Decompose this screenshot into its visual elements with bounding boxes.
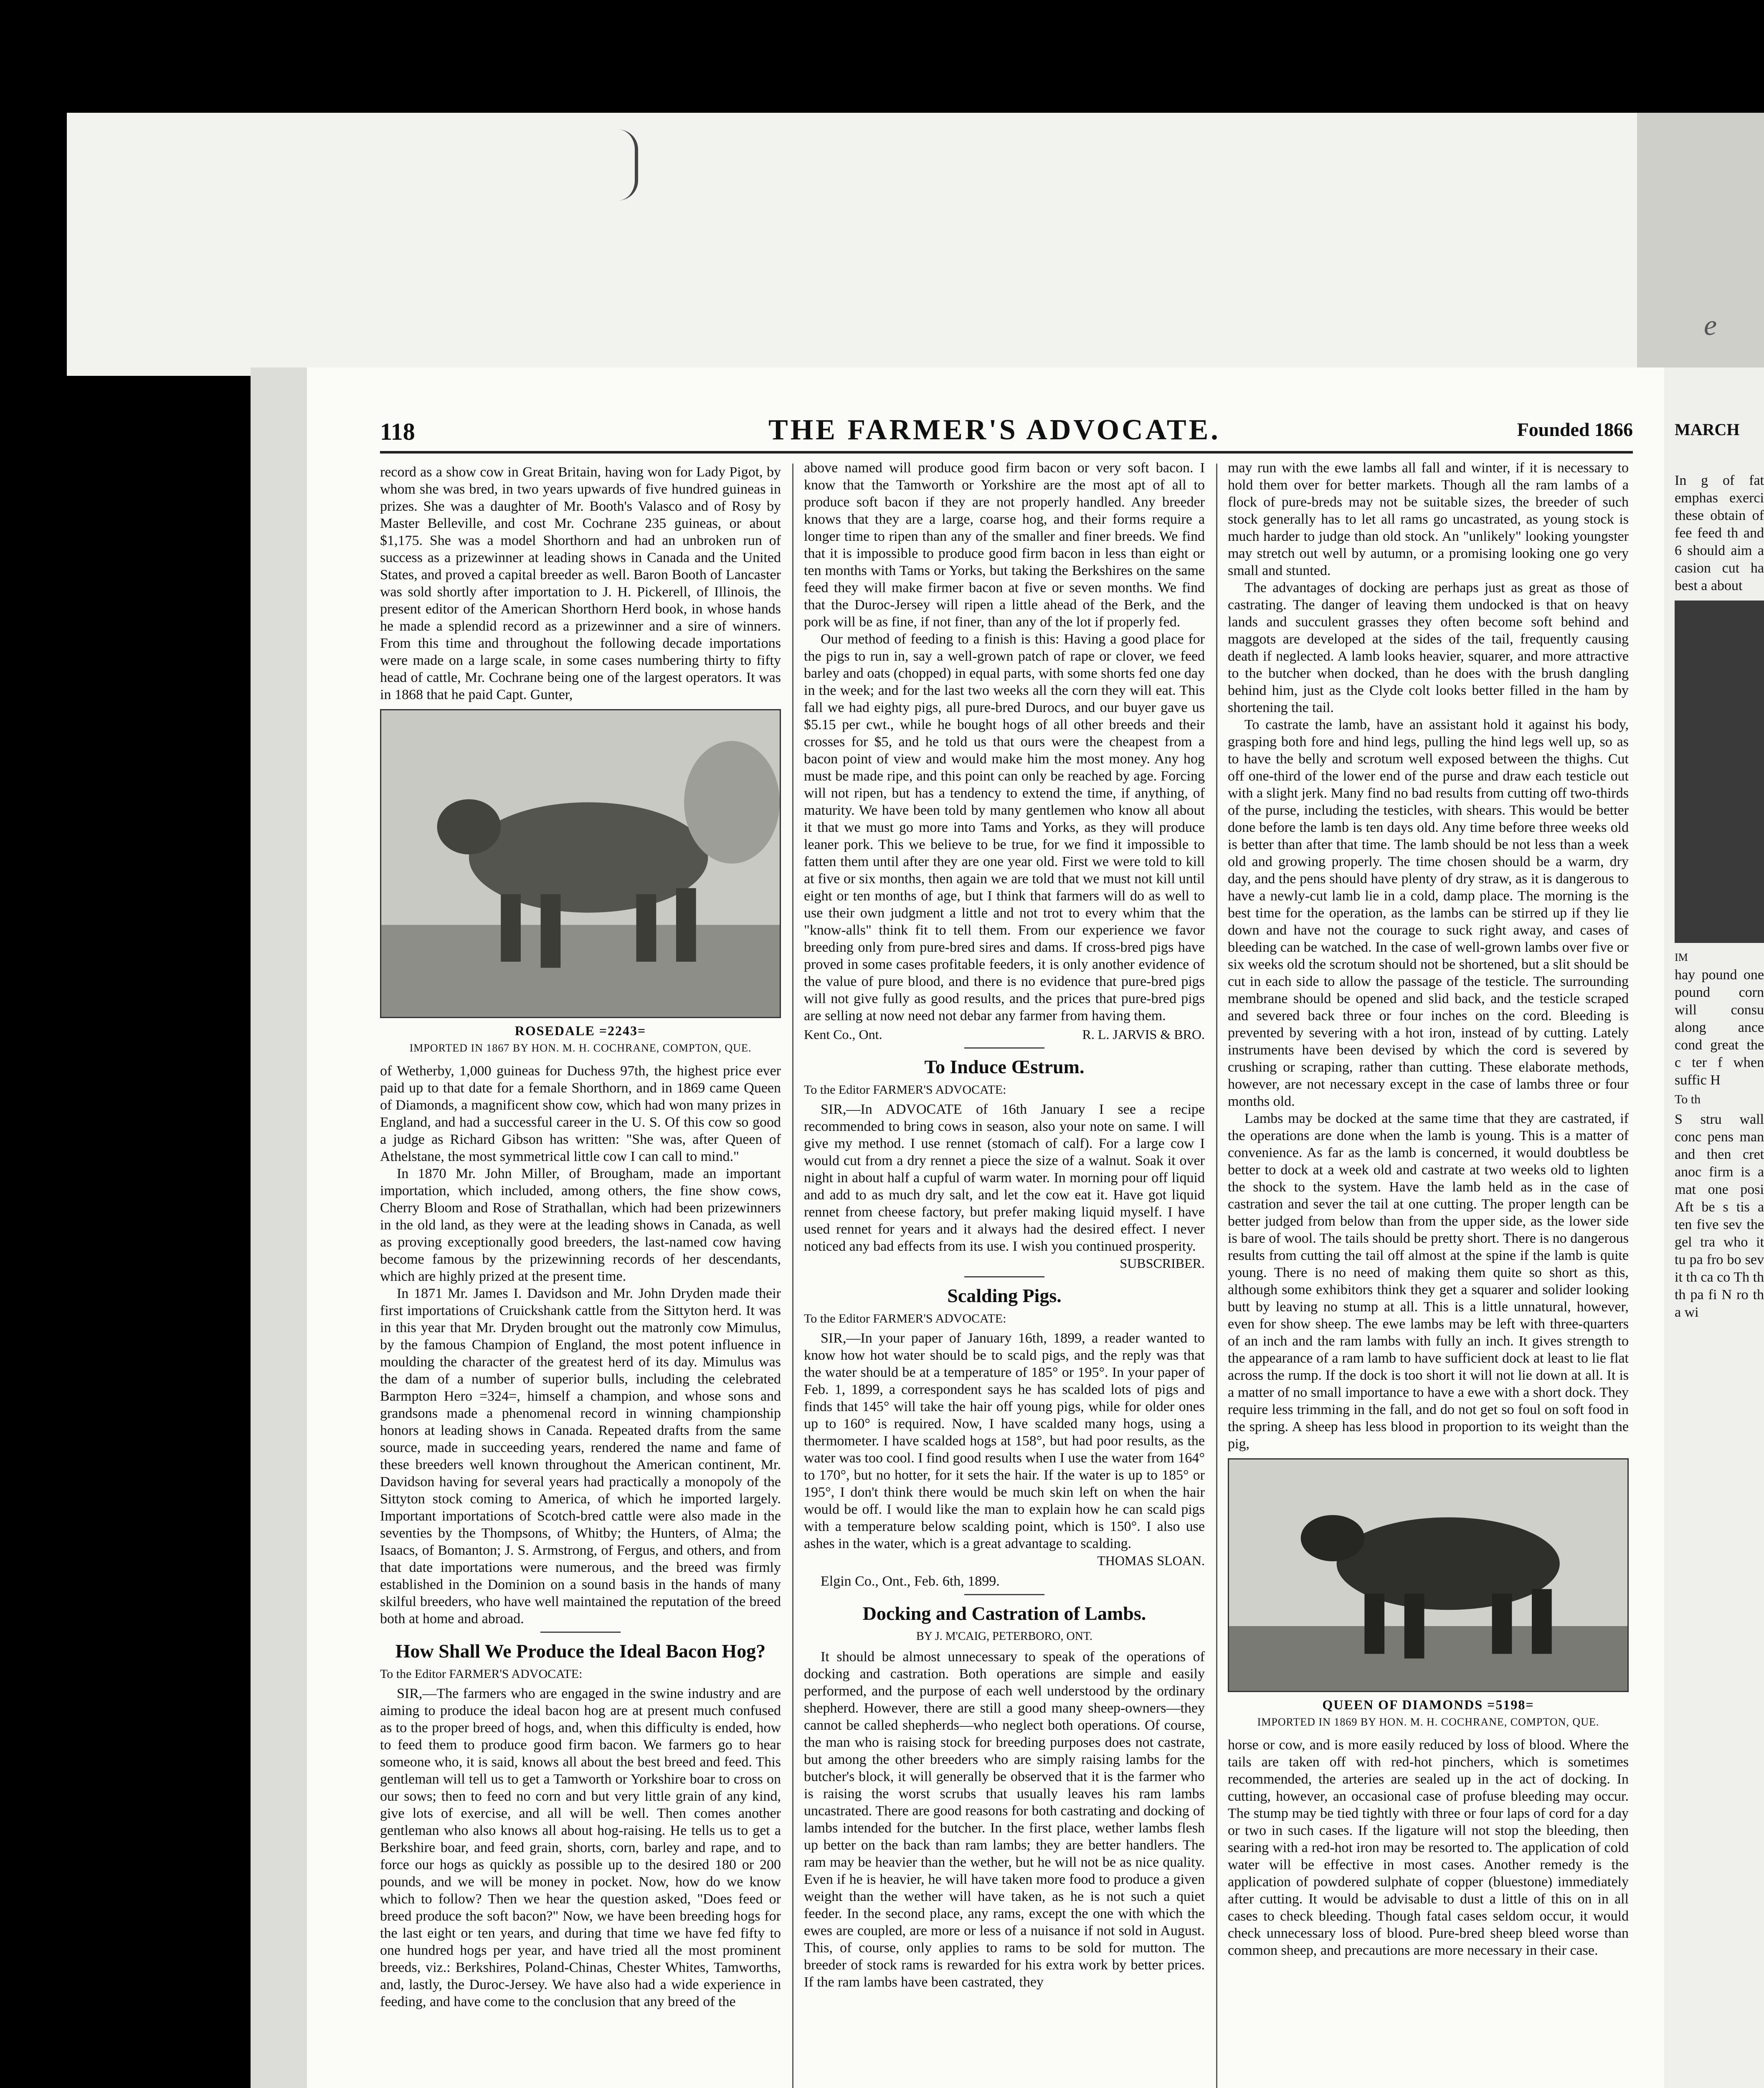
column-4-facing bbox=[1675, 472, 1764, 1321]
salutation: To the Editor FARMER'S ADVOCATE: bbox=[804, 1312, 1006, 1325]
column-3 bbox=[1228, 459, 1629, 1959]
engraving-queen-of-diamonds bbox=[1228, 1458, 1629, 1692]
cow-illustration-icon bbox=[1229, 1460, 1627, 1691]
figure-title: ROSEDALE =2243= bbox=[514, 1023, 646, 1038]
article-heading: How Shall We Produce the Ideal Bacon Hog? bbox=[395, 1640, 766, 1662]
column-1 bbox=[380, 464, 781, 2010]
article-heading: Scalding Pigs. bbox=[947, 1285, 1062, 1306]
figure-caption: IMPORTED IN 1867 BY HON. M. H. COCHRANE, COMPTON, QUE. bbox=[409, 1042, 752, 1054]
figure-caption: IMPORTED IN 1869 BY HON. M. H. COCHRANE, COMPTON, QUE. bbox=[1257, 1716, 1599, 1728]
paragraph: of Wetherby, 1,000 guineas for Duchess 97th, the highest price ever paid up to that date for a female Shorthorn, and in 1869 came Queen of Diamonds, a magnificent show cow, which had won many prizes in England, and had a successful career in the U. S. Of this cow so good a judge as Richard Gibson has written: "She was, after Queen of Athelstane, the most symmetrical little cow I can call to mind." bbox=[380, 1063, 781, 1164]
paragraph: To castrate the lamb, have an assistant hold it against his body, grasping both fore and hind legs, pulling the hind legs well up, so as to have the belly and scrotum well exposed between the thighs. Cut off one-third of the lower end of the purse and draw each testicle out with a slight jerk. Many find no bad results from cutting off two-thirds of the purse, including the testicles, with shears. This would be better done before the lamb is ten days old. Any time before three weeks old is better than after that time. The lamb should be not less than a week old and growing properly. The time chosen should be a warm, dry day, and the pens should have plenty of dry straw, as it is dangerous to have a newly-cut lamb lie in a cold, damp place. The morning is the best time for the operation, as the lambs can be stirred up if they lie down and have not the courage to suck right away, and cases of bleeding can be watched. In the case of well-grown lambs over five or six weeks old the scrotum should not be shortened, but a slit should be cut in each side to allow the passage of the testicle. The surrounding membrane should be opened and slid back, and the testicle scraped and severed back three or four inches on the cord. Bleeding is prevented by severing with a hot iron, instead of by cutting. Lately instruments have been devised by which the cord is severed by crushing or scraping, rather than cutting. These elaborate methods, however, are not necessary except in the case of lambs three or four months old. bbox=[1228, 717, 1629, 1109]
paragraph: It should be almost unnecessary to speak of the operations of docking and castration. Both operations are simple and easily performed, and the purpose of each well understood by the ordinary shepherd. However, there are still a good many sheep-owners—they cannot be called shepherds—who neglect both operations. Of course, the man who is raising stock for breeding purposes does not castrate, but among the other breeders who are simply raising lambs for the butcher's block, it will generally be observed that it is the farmer who is raising the worst scrubs that usually leaves his ram lambs uncastrated. There are good reasons for both castrating and docking of lambs intended for the butcher. In the first place, wether lambs flesh up better on the back than ram lambs; they are better handlers. The ram may be heavier than the wether, but he will not be as nice quality. Even if he is heavier, he will have taken more food to produce a given weight than the wether will have taken, as he is not such a quiet feeder. In the second place, any rams, except the one with which the ewes are coupled, are more or less of a nuisance if not sold in August. This, of course, only applies to rams to be sold for mutton. The breeder of stock rams is rewarded for his extra work by better prices. If the ram lambs have been castrated, they bbox=[804, 1649, 1205, 1990]
paragraph: SIR,—In ADVOCATE of 16th January I see a recipe recommended to bring cows in season, also your note on same. I will give my method. I use rennet (stomach of calf). For a large cow I would cut from a dry rennet a piece the size of a walnut. Soak it over night in about half a cupful of warm water. In morning pour off liquid and add to as much dry salt, and let the cow eat it. Have got liquid rennet from cheese factory, but prefer making liquid myself. I have used rennet for years and it always had the desired effect. I never noticed any bad effects from its use. I wish you continued prosperity. bbox=[804, 1102, 1205, 1254]
facing-page-head: MARCH bbox=[1675, 420, 1740, 439]
paragraph-fragment: hay pound one pound corn will consu along ance cond great the c ter f when suffic H bbox=[1675, 967, 1764, 1088]
paragraph-fragment: S stru wall conc pens man and then cret anoc firm is a mat one posi Aft be s tis a ten five sev the gel tra who it tu pa fro bo sev it th ca co Th th th pa fi N ro th a wi bbox=[1675, 1112, 1764, 1320]
paragraph: SIR,—The farmers who are engaged in the swine industry and are aiming to produce the ideal bacon hog are at present much confused as to the proper breed of hogs, and, when this difficulty is ended, how to feed them to produce good firm bacon. We farmers go to hear someone who, it is said, knows all about the best breed and feed. This gentleman will tell us to get a Tamworth or Yorkshire boar to cross on our sows; then to feed no corn and but very little grain of any kind, give lots of exercise, and all will be well. Then comes another gentleman who also knows all about hog-raising. He tells us to get a Berkshire boar, and feed grain, shorts, corn, barley and rape, and to force our hogs as quickly as possible up to the desired 180 or 200 pounds, and we will be money in pocket. Now, how do we know which to follow? Then we hear the question asked, "Does feed or breed produce the soft bacon?" Now, we have been breeding hogs for the last eight or ten years, and during that time we have fed fifty to one hundred hogs per year, and have tried all the most prominent breeds, viz.: Berkshires, Poland-Chinas, Chester Whites, Tamworths, and, lastly, the Duroc-Jersey. We have also had a wide experience in feeding, and have come to the conclusion that any breed of the bbox=[380, 1686, 781, 2009]
separator bbox=[540, 1632, 621, 1633]
paragraph: horse or cow, and is more easily reduced by loss of blood. Where the tails are taken off with red-hot pinchers, which is sometimes recommended, the arteries are sealed up in the act of docking. In cutting, however, an occasional case of profuse bleeding may occur. The stump may be tied tightly with three or four laps of cord for a day or two in such cases. If the ligature will not stop the bleeding, then searing with a red-hot iron may be resorted to. The application of cold water will be effective in most cases. Another remedy is the application of powdered sulphate of copper (bluestone) immediately after cutting. It would be advisable to dust a little of this on in all cases to check bleeding. Though fatal cases seldom occur, it would check unnecessary loss of blood. Pure-bred sheep bleed worse than common sheep, and precautions are more necessary in their case. bbox=[1228, 1737, 1629, 1958]
cow-illustration-icon bbox=[381, 710, 780, 1017]
paragraph: In 1871 Mr. James I. Davidson and Mr. John Dryden made their first importations of Cruickshank cattle from the Sittyton herd. It was in this year that Mr. Dryden brought out the matronly cow Mimulus, by the famous Champion of England, the most potent influence in moulding the character of the greatest herd of its day. Mimulus was the dam of a number of superior bulls, including the celebrated Barmpton Hero =324=, himself a champion, and whose sons and grandsons made a phenomenal record in winning championship honors at leading shows in Canada. Repeated drafts from the same source, made in succeeding years, rendered the name and fame of these breeders well known throughout the American continent, Mr. Davidson having for several years had practically a monopoly of the Sittyton stock coming to America, of which he imported largely. Important importations of Scotch-bred cattle were also made in the seventies by the Thompsons, of Whitby; the Hunters, of Alma; the Isaacs, of Bomanton; J. S. Armstrong, of Fergus, and others, and from that date importations were numerous, and the breed was firmly established in the Dominion on a sound basis in the hands of many skilful breeders, who have well maintained the reputation of the breed both at home and abroad. bbox=[380, 1286, 781, 1627]
column-rule bbox=[1216, 464, 1217, 2088]
page-gutter-shadow bbox=[251, 367, 309, 2088]
paragraph: may run with the ewe lambs all fall and winter, if it is necessary to hold them over for better markets. Though all the ram lambs of a flock of pure-breds may not be suitable sizes, the breeder of such stock generally has to let all rams go uncastrated, as young stock is much harder to judge than old stock. An "unlikely" looking youngster may stretch out well by autumn, or a promising looking one go very small and stunted. bbox=[1228, 460, 1629, 578]
figure-caption-fragment: IM bbox=[1675, 951, 1688, 963]
figure-title: QUEEN OF DIAMONDS =5198= bbox=[1322, 1697, 1534, 1712]
signature bbox=[804, 1026, 1205, 1043]
paragraph: record as a show cow in Great Britain, having won for Lady Pigot, by whom she was bred, in two years upwards of five hundred guineas in prizes. She was a daughter of Mr. Booth's Valasco and of Rosy by Master Belleville, and cost Mr. Cochrane 235 guineas, or about $1,175. She was a model Shorthorn and had an unbroken run of success as a prizewinner at leading shows in Canada and the United States, and proved a capital breeder as well. Baron Booth of Lancaster was sold shortly after importation to J. H. Pickerell, of Illinois, the present editor of the American Shorthorn Herd book, in whose hands he made a splendid record as a prizewinner and a sire of winners. From this time and throughout the following decade importations were made on a large scale, in some cases numbering thirty to fifty head of cattle, Mr. Cochrane being one of the largest operators. It was in 1868 that he paid Capt. Gunter, bbox=[380, 464, 781, 702]
signature-name: R. L. JARVIS & BRO. bbox=[1082, 1027, 1205, 1042]
signature-name: THOMAS SLOAN. bbox=[1097, 1553, 1205, 1568]
paragraph-fragment: In g of fat emphas exerci these obtain of fee feed th and 6 should aim a casion cut ha best a about bbox=[1675, 473, 1764, 593]
paragraph: In 1870 Mr. John Miller, of Brougham, made an important importation, which included, among others, the fine show cows, Cherry Bloom and Rose of Strathallan, which had been prizewinners in the old land, as they were at the leading shows in Canada, as well as proving exceptionally good breeders, the last-named cow having become famous by the prizewinning records of her descendants, which are highly prized at the present time. bbox=[380, 1166, 781, 1284]
separator bbox=[964, 1047, 1044, 1049]
paragraph: Lambs may be docked at the same time that they are castrated, if the operations are done when the lamb is young. This is a matter of convenience. As far as the lamb is concerned, it would doubtless be better to dock at a week old and castrate at two weeks old to lighten the shock to the system. Have the lamb held as in the case of castration and sever the tail at one cutting. The proper length can be better judged from below than from the upper side, as the lower side is bare of wool. The tails should be pretty short. There is no dangerous results from cutting the tail off almost at the spine if the lamb is quite young. There is no need of making them quite so short as this, although some exhibitors think they get a squarer and solider looking butt by leaving no stump at all. This is a little unnatural, however, even for show sheep. The ewe lambs may be left with three-quarters of an inch and the ram lambs with fully an inch. It gives strength to the appearance of a ram lamb to have sufficient dock at least to lie flat across the rump. If the dock is too short it will not lie down at all. It is a matter of no small importance to have a ewe with a short dock. They require less trimming in the fall, and do not get so foul on soft food in the spring. A sheep has less blood in proportion to its weight than the pig, bbox=[1228, 1111, 1629, 1452]
separator bbox=[964, 1276, 1044, 1277]
page-number: 118 bbox=[380, 418, 415, 445]
founded-note: Founded 1866 bbox=[1517, 419, 1633, 440]
salutation: To the Editor FARMER'S ADVOCATE: bbox=[380, 1667, 583, 1681]
scan-shadow bbox=[1637, 113, 1764, 376]
scan-background bbox=[67, 113, 1764, 376]
pencil-mark bbox=[618, 129, 638, 200]
salutation: To the Editor FARMER'S ADVOCATE: bbox=[804, 1083, 1006, 1097]
paragraph: The advantages of docking are perhaps just as great as those of castrating. The danger of leaving them undocked is that on heavy lands and succulent grasses they often become soft behind and maggots are developed at the sides of the tail, frequently causing death if neglected. A lamb looks heavier, squarer, and more attractive to the butcher when docked, than he does with the brush dangling behind him, just as the Clyde colt looks better filled in the ham by shortening the tail. bbox=[1228, 580, 1629, 715]
separator bbox=[964, 1594, 1044, 1595]
engraving-rosedale bbox=[380, 709, 781, 1018]
signature-place: Elgin Co., Ont., Feb. 6th, 1899. bbox=[821, 1574, 1000, 1589]
facing-engraving bbox=[1675, 601, 1764, 943]
article-heading: To Induce Œstrum. bbox=[924, 1056, 1085, 1077]
signature-place: Kent Co., Ont. bbox=[804, 1027, 882, 1042]
column-2 bbox=[804, 459, 1205, 1991]
salutation-fragment: To th bbox=[1675, 1092, 1701, 1106]
byline: BY J. M'CAIG, PETERBORO, ONT. bbox=[916, 1630, 1092, 1643]
masthead-title: THE FARMER'S ADVOCATE. bbox=[768, 414, 1221, 446]
paragraph: Our method of feeding to a finish is this: Having a good place for the pigs to run in, say a well-grown patch of rape or clover, we feed barley and oats (chopped) in equal parts, with some shorts fed one day in the week; and for the last two weeks all the corn they will eat. This fall we had eighty pigs, all pure-bred Durocs, and our buyer gave us $5.15 per cwt., while he bought hogs of all other breeds and their crosses for $5, and he told us that ours were the cheapest from a bacon point of view and would make him the most money. Any hog must be made ripe, and this point can only be reached by age. Forcing will not ripen, but has a tendency to extend the time, if anything, of maturity. We have been told by many gentlemen who know all about it that we must go more into Tams and Yorks, as they will produce leaner pork. This we believe to be true, for we find it impossible to fatten them until after they are one year old. First we were told to kill at five or six months, then again we are told that we must not kill until eight or ten months of age, but I think that farmers will do as well to use their own judgment a little and not trot to every whim that the "know-alls" think fit to tell them. From our experience we favor breeding only from pure-bred sires and dams. If cross-bred pigs have proved in some cases profitable feeders, it is only another evidence of the value of pure blood, and there is no evidence that pure-bred pigs will not give fully as good results, and the prices that pure-bred pigs are selling at now need not debar any farmer from having them. bbox=[804, 631, 1205, 1024]
masthead bbox=[380, 413, 1633, 451]
signature-name: SUBSCRIBER. bbox=[1120, 1256, 1205, 1271]
article-heading: Docking and Castration of Lambs. bbox=[862, 1603, 1146, 1624]
masthead-rule bbox=[380, 451, 1633, 454]
column-rule bbox=[792, 464, 793, 2088]
paragraph: SIR,—In your paper of January 16th, 1899, a reader wanted to know how hot water should be to scald pigs, and the reply was that the water should be at a temperature of 185° or 195°. In your paper of Feb. 1, 1899, a correspondent says he has scalded lots of pigs and finds that 145° will take the hair off young pigs, while for older ones up to 160° is required. Now, I have scalded many hogs, using a thermometer. I have scalded hogs at 158°, but had poor results, as the water was too cool. I find good results when I use the water from 164° to 170°, but no hotter, for it sets the hair. If the water is up to 185° or 195°, I don't think there would be much skin left on when the hair would be off. I would like the man to explain how he can scald pigs with a temperature below scalding point, which is 150°. I also use ashes in the water, which is a great advantage to scalding. bbox=[804, 1330, 1205, 1551]
pencil-letter-e: e bbox=[1704, 309, 1717, 342]
paragraph: above named will produce good firm bacon or very soft bacon. I know that the Tamworth or Yorkshire are the most apt of all to produce soft bacon if they are not properly handled. Any breeder knows that they are a large, coarse hog, and their forms require a longer time to ripen than any of the smaller and finer breeds. We find that it is impossible to produce good firm bacon in less than eight or ten months with Tams or Yorks, but taking the Berkshires on the same feed they will make firmer bacon at five or seven months. We find that the Duroc-Jersey will ripen a little ahead of the Berk, and the pork will be as fine, if not finer, than any of the lot if properly fed. bbox=[804, 460, 1205, 630]
